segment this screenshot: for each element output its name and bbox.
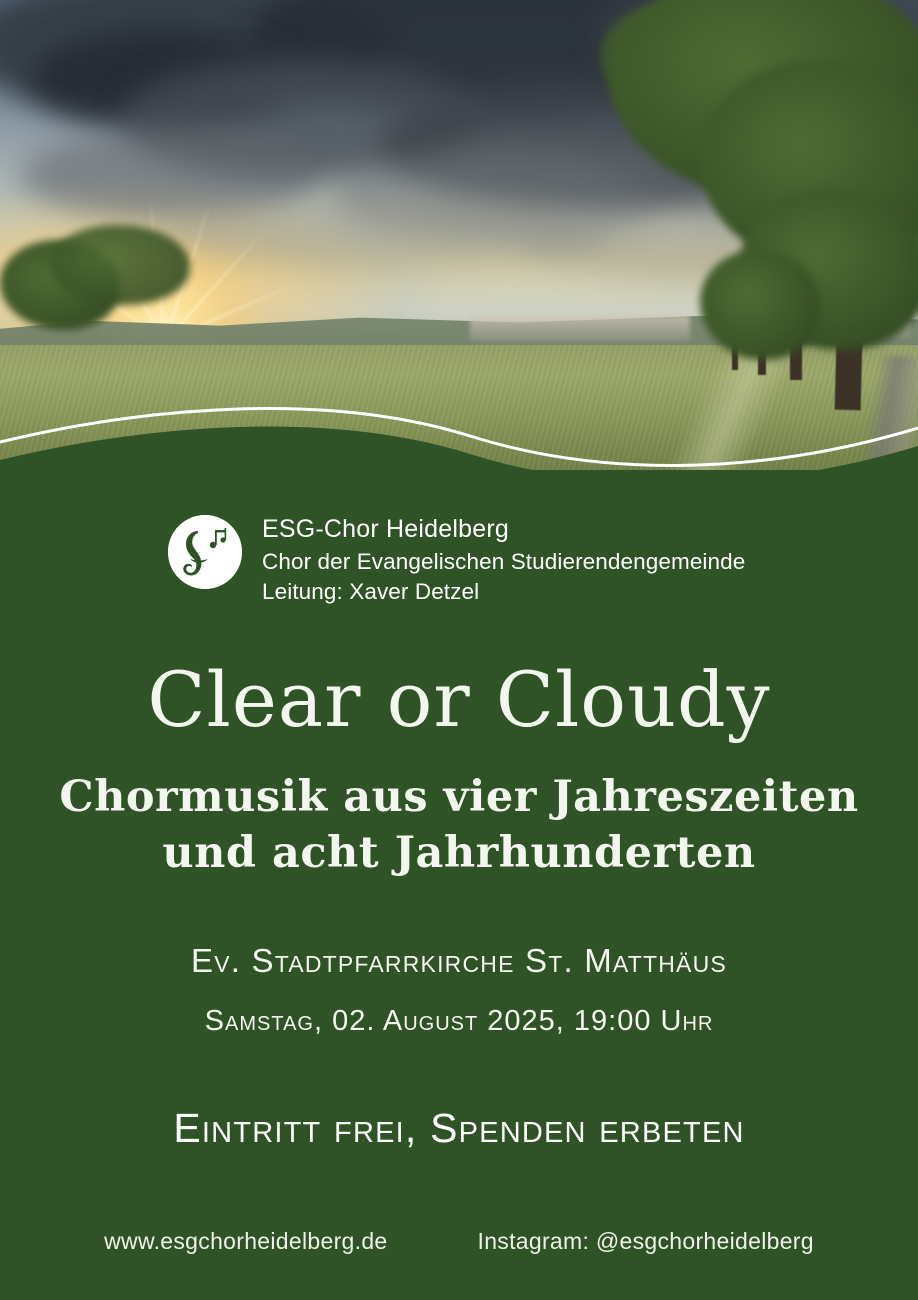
org-subtitle: Chor der Evangelischen Studierendengemeinde xyxy=(262,548,746,574)
datetime-text: Samstag, 02. August 2025, 19:00 Uhr xyxy=(204,1005,714,1037)
venue-text: Ev. Stadtpfarrkirche St. Matthäus xyxy=(191,942,727,979)
poster-subtitle xyxy=(0,770,918,882)
poster-subtitle-line2: und acht Jahrhunderten xyxy=(162,827,756,878)
organization-text xyxy=(262,513,745,607)
instagram-handle[interactable]: Instagram: @esgchorheidelberg xyxy=(477,1228,814,1254)
admission-text: Eintritt frei, Spenden erbeten xyxy=(173,1105,745,1151)
website-link[interactable]: www.esgchorheidelberg.de xyxy=(104,1228,388,1254)
poster-subtitle-line1: Chormusik aus vier Jahreszeiten xyxy=(59,772,859,822)
org-name: ESG-Chor Heidelberg xyxy=(262,515,509,543)
poster-title: Clear or Cloudy xyxy=(147,655,771,744)
footer xyxy=(0,1228,918,1255)
choir-logo-icon xyxy=(168,515,242,589)
org-conductor: Leitung: Xaver Detzel xyxy=(262,578,480,604)
organization-header xyxy=(168,513,745,607)
village xyxy=(470,316,690,342)
